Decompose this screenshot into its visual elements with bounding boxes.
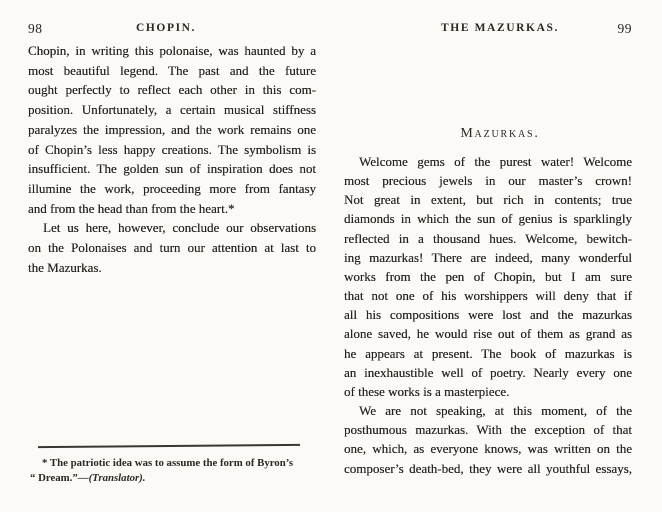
text-line: illumine the work, proceeding more from fantasy (28, 180, 316, 196)
running-header-left: CHOPIN. (135, 22, 197, 34)
page-number-right: 99 (617, 21, 632, 36)
text-line: most precious jewels in our master’s crown! (344, 173, 632, 189)
section-heading-mazurkas: Mazurkas. (460, 126, 540, 141)
text-line: that not one of his worshippers will deny that if (344, 288, 632, 304)
text-line: of Chopin’s less happy creations. The symbolism is (28, 141, 316, 157)
footnote-rule (38, 444, 300, 448)
text-line: ing mazurkas! There are indeed, many wonderful (344, 249, 632, 265)
running-header-right: THE MAZURKAS. (441, 22, 559, 34)
text-line: Chopin, in writing this polonaise, was haunted by a (28, 43, 316, 58)
text-line: We are not speaking, at this moment, of the (359, 403, 632, 419)
page-right (344, 0, 632, 512)
text-line: works from the pen of Chopin, but I am sure (344, 268, 632, 284)
text-line: reflected in a thousand hues. Welcome, bewitch- (344, 230, 632, 246)
page-number-left: 98 (28, 21, 43, 36)
page-left-body (28, 41, 316, 277)
text-line: insufficient. The golden sun of inspiration does not (28, 161, 316, 177)
text-line: on the Polonaises and turn our attention at last to (28, 240, 316, 256)
text-line: Not great in extent, but rich in contents; true (344, 192, 632, 208)
footnote-translator: (Translator). (88, 471, 146, 484)
text-line: Let us here, however, conclude our observations (43, 220, 316, 236)
page-left (28, 0, 316, 512)
footnote-line: * The patriotic idea was to assume the form of Byron’s (42, 457, 294, 469)
text-line: alone saved, he would rise out of them as grand as (344, 326, 632, 342)
footnote-line (30, 471, 314, 486)
page-right-body (344, 152, 632, 478)
text-line: and from the head than from the heart.* (28, 200, 235, 216)
text-line: the Mazurkas. (28, 259, 102, 275)
text-line: composer’s death-bed, they were all youthful essays, (344, 460, 632, 476)
text-line: most beautiful legend. The past and the future (28, 62, 316, 78)
text-line: posthumous mazurkas. With the exception of that (344, 422, 632, 438)
page-left-header (28, 22, 316, 38)
footnote-quote: “ Dream.”— (30, 471, 89, 484)
text-line: one, which, as everyone knows, was written on the (344, 441, 632, 457)
footnote (30, 456, 314, 486)
text-line: of these works is a masterpiece. (344, 383, 510, 399)
text-line: he appears at present. The book of mazurkas is (344, 345, 632, 361)
page-right-header (344, 22, 632, 38)
text-line: paralyzes the impression, and the work remains one (28, 121, 316, 137)
text-line: diamonds in which the sun of genius is sparklingly (344, 211, 632, 227)
text-line: all his compositions were lost and the mazurkas (344, 307, 632, 323)
text-line: Welcome gems of the purest water! Welcome (359, 154, 632, 169)
text-line: position. Unfortunately, a certain musical stiffness (28, 102, 316, 118)
text-line: ought perfectly to reflect each other in this com- (28, 82, 316, 98)
text-line: an inexhaustible well of poetry. Nearly every one (344, 364, 632, 380)
